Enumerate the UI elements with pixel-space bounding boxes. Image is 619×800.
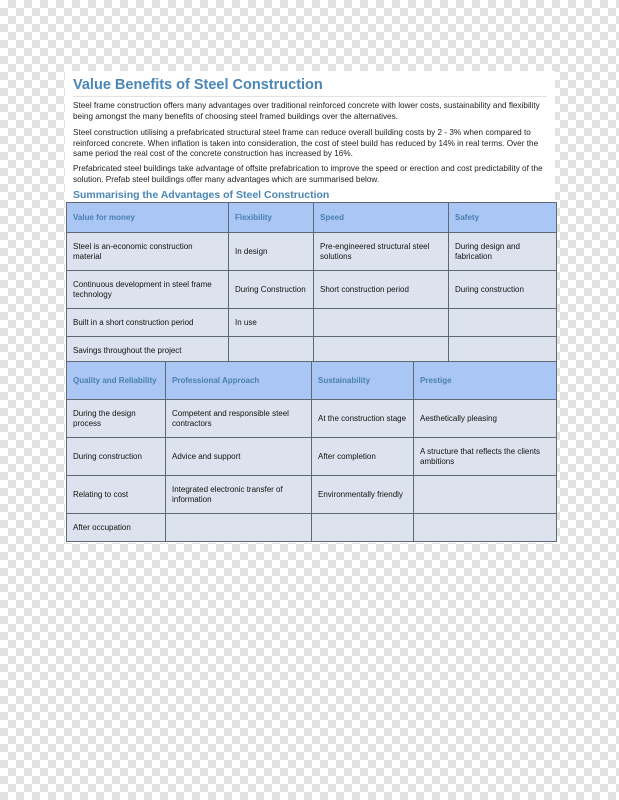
table-cell: During construction [67,438,166,476]
table-cell [312,514,414,542]
table-cell: During design and fabrication [449,233,557,271]
header-flexibility: Flexibility [229,203,314,233]
table-cell [166,514,312,542]
prefab-paragraph: Prefabricated steel buildings take advantage of offsite prefabrication to improve the speed or erection and cost predictability of the solution. Prefab steel buildings offer many advantages which are summarised below. [73,164,543,184]
table-cell: During Construction [229,271,314,309]
document-title: Value Benefits of Steel Construction [73,77,323,93]
header-speed: Speed [314,203,449,233]
table-cell: In design [229,233,314,271]
table-cell [414,476,557,514]
intro-paragraph: Steel frame construction offers many advantages over traditional reinforced concrete with lower costs, sustainability and flexibility being amongst the many benefits of choosing steel framed buildings over the alternatives. [73,101,540,121]
header-quality-and-reliability: Quality and Reliability [67,362,166,400]
section-subtitle: Summarising the Advantages of Steel Construction [73,189,330,201]
header-value-for-money: Value for money [67,203,229,233]
table-cell: A structure that reflects the clients ambitions [414,438,557,476]
header-safety: Safety [449,203,557,233]
table-cell: Pre-engineered structural steel solutions [314,233,449,271]
table-cell: Environmentally friendly [312,476,414,514]
table-row [67,514,557,542]
table-row [67,476,557,514]
header-prestige: Prestige [414,362,557,400]
table-cell [449,309,557,337]
table-cell: Advice and support [166,438,312,476]
table-row [67,438,557,476]
table-cell: During the design process [67,400,166,438]
advantages-table-1 [66,202,557,365]
table-cell: Built in a short construction period [67,309,229,337]
table-cell: Relating to cost [67,476,166,514]
table-cell: After occupation [67,514,166,542]
table-row [67,309,557,337]
table-cell: In use [229,309,314,337]
table-cell [314,309,449,337]
table-cell: Aesthetically pleasing [414,400,557,438]
table-cell: Short construction period [314,271,449,309]
table-cell: Continuous development in steel frame technology [67,271,229,309]
table-cell: At the construction stage [312,400,414,438]
document-page [65,71,555,543]
table-cell: During construction [449,271,557,309]
table-cell [414,514,557,542]
title-rule [73,96,547,97]
header-sustainability: Sustainability [312,362,414,400]
table-cell: Integrated electronic transfer of information [166,476,312,514]
table-cell: After completion [312,438,414,476]
table-row [67,271,557,309]
table-row [67,400,557,438]
cost-paragraph: Steel construction utilising a prefabricated structural steel frame can reduce overall building costs by 2 - 3% when compared to reinforced concrete. When inflation is taken into consideration, the cost of steel build has reduced by 14% in real terms. Over the same period the real cost of the concrete construction has increased by 16%. [73,128,539,158]
table-cell: Savings throughout the project [67,337,229,365]
advantages-table-2 [66,361,557,542]
table-header-row [67,203,557,233]
table-cell: Competent and responsible steel contractors [166,400,312,438]
header-professional-approach: Professional Approach [166,362,312,400]
table-header-row [67,362,557,400]
table-cell: Steel is an-economic construction material [67,233,229,271]
table-row [67,233,557,271]
